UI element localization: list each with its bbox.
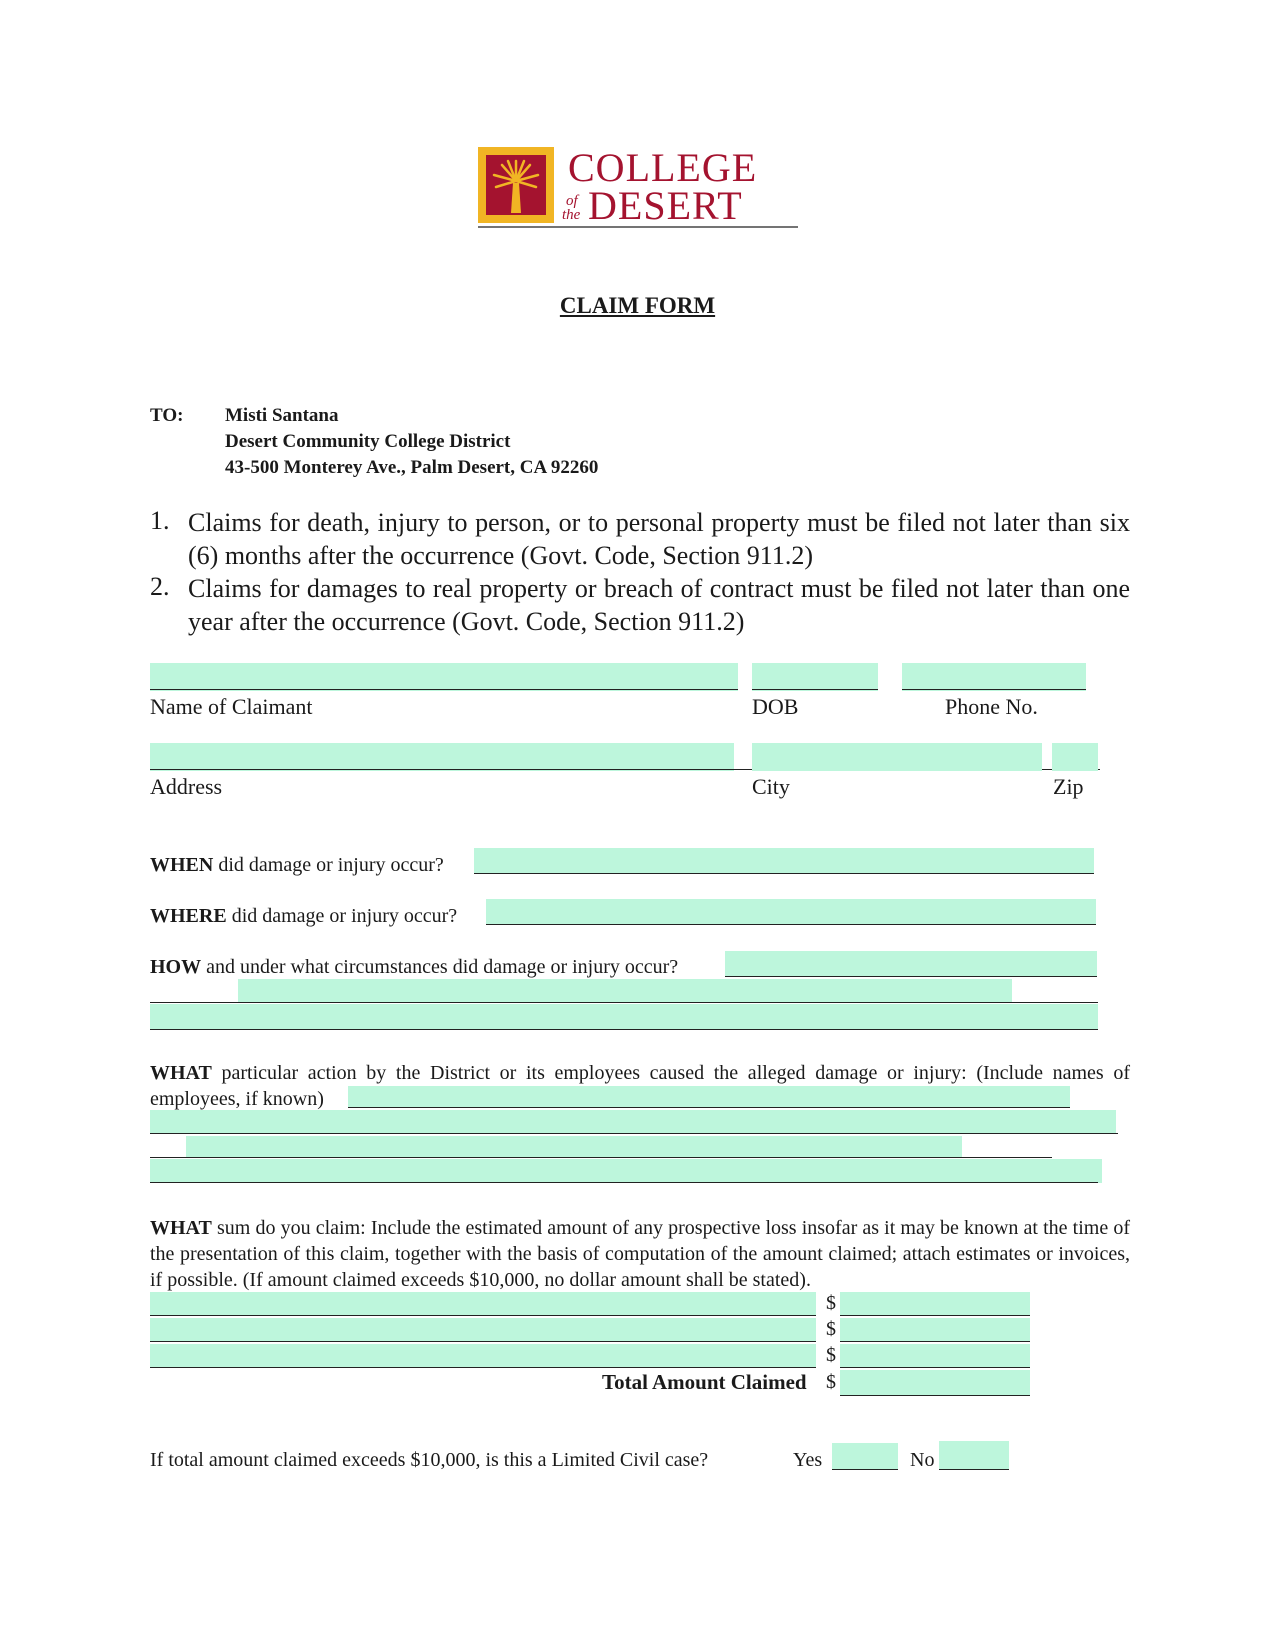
- phone-field[interactable]: [902, 663, 1086, 691]
- instruction-2-number: 2.: [150, 572, 170, 601]
- what-action-field-line-3[interactable]: [186, 1136, 962, 1158]
- name-of-claimant-label: Name of Claimant: [150, 694, 313, 719]
- amount-value-2[interactable]: [840, 1318, 1030, 1342]
- what-action-field-line-4[interactable]: [150, 1159, 1102, 1183]
- phone-label: Phone No.: [945, 694, 1038, 719]
- no-label: No: [910, 1449, 935, 1471]
- what-action-field-line-1[interactable]: [348, 1086, 1070, 1108]
- when-underline: [474, 873, 1094, 874]
- how-field-line-2[interactable]: [238, 979, 1012, 1003]
- no-field[interactable]: [939, 1441, 1009, 1469]
- amount-description-2-underline: [150, 1341, 816, 1342]
- how-underline-2: [150, 1002, 1098, 1003]
- svg-text:COLLEGE: COLLEGE: [568, 147, 758, 190]
- how-question: HOW and under what circumstances did damage or injury occur?: [150, 956, 679, 978]
- zip-label: Zip: [1053, 774, 1084, 799]
- zip-field[interactable]: [1052, 743, 1098, 771]
- how-field-line-3[interactable]: [150, 1004, 1098, 1030]
- college-logo: [478, 147, 804, 233]
- dollar-sign-total: $: [826, 1371, 836, 1393]
- when-field[interactable]: [474, 848, 1094, 874]
- recipient-name: Misti Santana: [225, 405, 339, 426]
- recipient-organization: Desert Community College District: [225, 431, 511, 452]
- where-underline: [486, 924, 1096, 925]
- amount-value-1[interactable]: [840, 1292, 1030, 1316]
- amount-description-2[interactable]: [150, 1318, 816, 1342]
- yes-label: Yes: [793, 1449, 823, 1471]
- total-amount-label: Total Amount Claimed: [602, 1370, 807, 1394]
- what-action-question: WHAT particular action by the District or its employees caused the alleged damage or injury: (Include names of employees, if known): [150, 1062, 1130, 1110]
- instruction-1-text: Claims for death, injury to person, or to personal property must be filed not later than six (6) months after the occurrence (Govt. Code, Section 911.2): [188, 508, 1130, 570]
- form-title: CLAIM FORM: [559, 293, 716, 318]
- what-sum-question: WHAT sum do you claim: Include the estimated amount of any prospective loss insofar as it may be known at the time of the presentation of this claim, together with the basis of computation of the amount claimed; attach estimates or invoices, if possible. (If amount claimed exceeds $10,000, no dollar amount shall be stated).: [150, 1217, 1130, 1291]
- dollar-sign-1: $: [826, 1292, 836, 1314]
- city-label: City: [752, 774, 790, 799]
- amount-description-3[interactable]: [150, 1344, 816, 1368]
- amount-value-2-underline: [840, 1341, 1030, 1342]
- dob-underline: [752, 689, 878, 690]
- to-label: TO:: [150, 405, 184, 426]
- city-field[interactable]: [752, 743, 1042, 771]
- phone-underline: [902, 689, 1086, 690]
- what-action-field-line-2[interactable]: [150, 1110, 1116, 1134]
- total-amount-field[interactable]: [840, 1370, 1030, 1396]
- what-action-underline-1: [348, 1107, 1070, 1108]
- yes-field[interactable]: [832, 1443, 898, 1469]
- dollar-sign-2: $: [826, 1318, 836, 1340]
- amount-description-1[interactable]: [150, 1292, 816, 1316]
- how-field-line-1[interactable]: [725, 951, 1097, 977]
- how-underline-3: [150, 1029, 1098, 1030]
- where-field[interactable]: [486, 899, 1096, 925]
- where-question: WHERE did damage or injury occur?: [150, 905, 458, 927]
- svg-text:the: the: [562, 207, 581, 223]
- what-action-underline-3: [150, 1157, 1052, 1158]
- total-amount-underline: [840, 1395, 1030, 1396]
- dollar-sign-3: $: [826, 1344, 836, 1366]
- amount-description-3-underline: [150, 1367, 816, 1368]
- name-underline: [150, 689, 738, 690]
- amount-value-3-underline: [840, 1367, 1030, 1368]
- yes-underline: [832, 1469, 898, 1470]
- how-underline-1: [725, 976, 1097, 977]
- instruction-2-text: Claims for damages to real property or breach of contract must be filed not later than one year after the occurrence (Govt. Code, Section 911.2): [188, 574, 1130, 636]
- svg-text:of: of: [566, 193, 578, 209]
- address-field[interactable]: [150, 743, 734, 771]
- address-label: Address: [150, 774, 223, 799]
- amount-value-1-underline: [840, 1315, 1030, 1316]
- recipient-address: 43-500 Monterey Ave., Palm Desert, CA 92260: [225, 457, 599, 478]
- what-action-underline-2: [150, 1133, 1118, 1134]
- name-of-claimant-field[interactable]: [150, 663, 738, 691]
- limited-civil-question: If total amount claimed exceeds $10,000, is this a Limited Civil case?: [150, 1449, 709, 1471]
- svg-text:DESERT: DESERT: [588, 183, 743, 228]
- instruction-1-number: 1.: [150, 506, 170, 535]
- when-question: WHEN did damage or injury occur?: [150, 854, 444, 876]
- dob-field[interactable]: [752, 663, 878, 691]
- what-action-underline-4: [150, 1182, 1098, 1183]
- dob-label: DOB: [752, 694, 799, 719]
- no-underline: [939, 1469, 1009, 1470]
- amount-value-3[interactable]: [840, 1344, 1030, 1368]
- amount-description-1-underline: [150, 1315, 816, 1316]
